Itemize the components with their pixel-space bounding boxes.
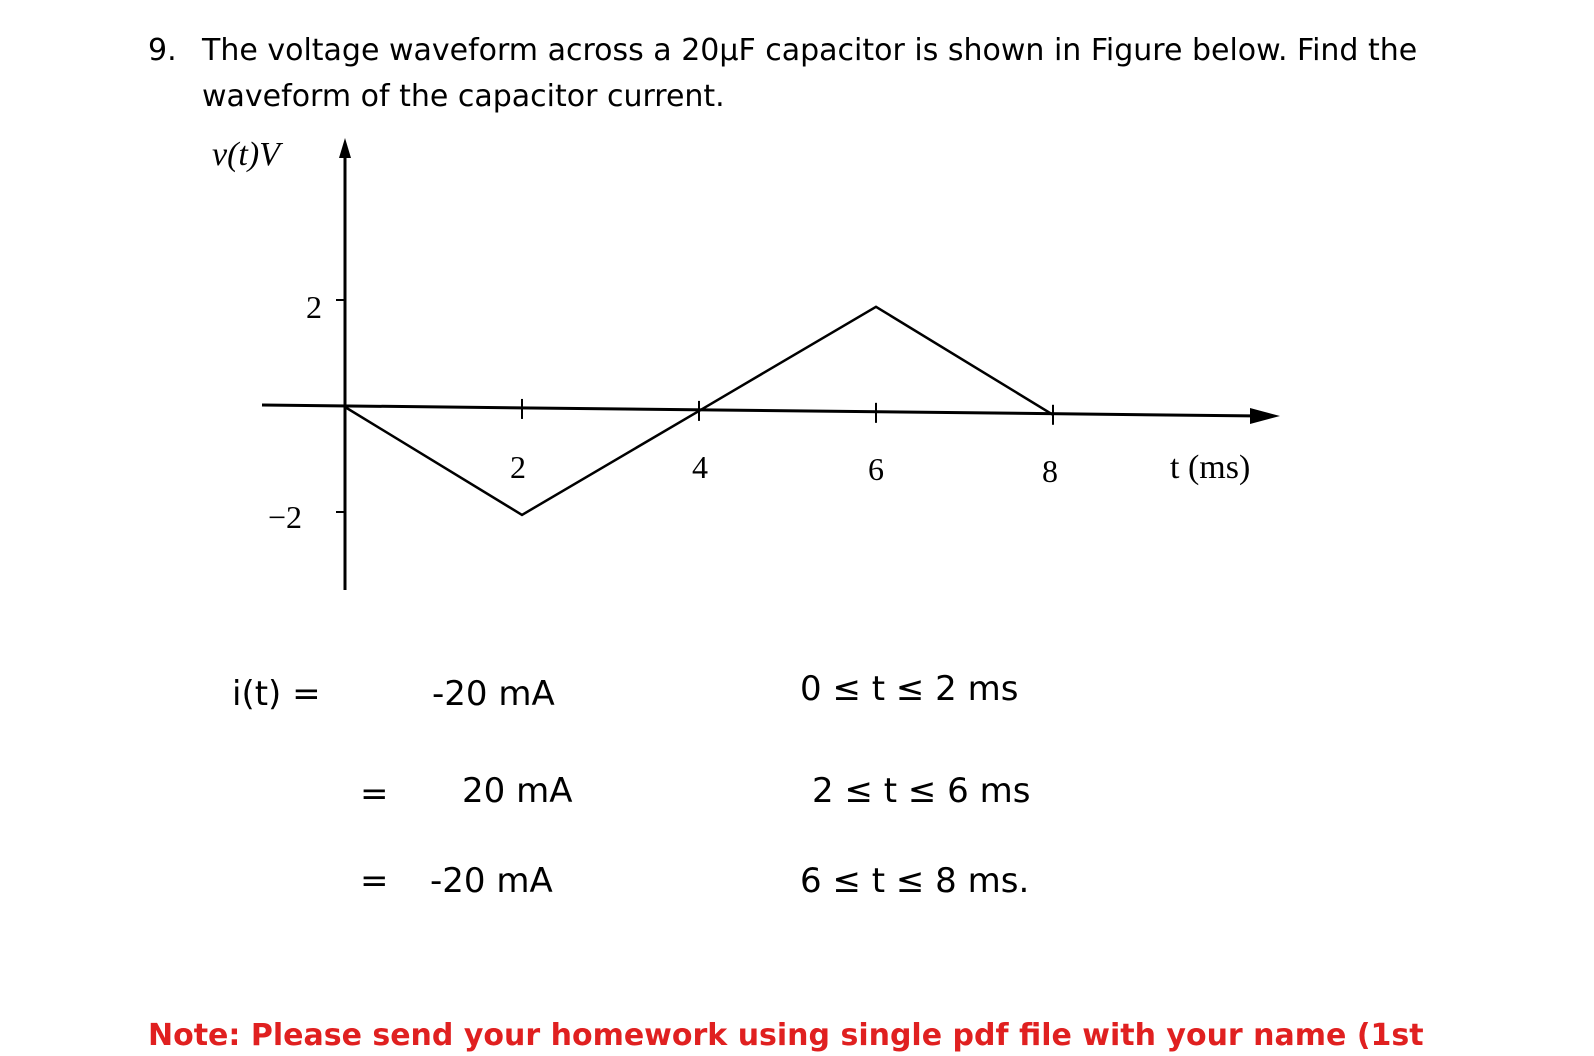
answer-range-2: 2 ≤ t ≤ 6 ms [812, 771, 1031, 811]
question-text: The voltage waveform across a 20µF capacitor is shown in Figure below. Find the waveform of the capacitor current. [202, 33, 1418, 114]
question-number: 9. [148, 33, 177, 68]
x-tick-label-2: 2 [510, 449, 526, 485]
answer-range-3: 6 ≤ t ≤ 8 ms. [800, 861, 1030, 901]
y-tick-label-neg2: −2 [268, 499, 303, 535]
note-text: Note: Please send your homework using single pdf file with your name (1st [148, 1018, 1424, 1053]
x-tick-label-4: 4 [692, 449, 708, 485]
handwritten-answer [232, 669, 1030, 901]
answer-value-2: 20 mA [462, 771, 573, 811]
x-tick-label-8: 8 [1042, 453, 1058, 489]
answer-value-1: -20 mA [432, 674, 555, 714]
answer-range-1: 0 ≤ t ≤ 2 ms [800, 669, 1019, 709]
x-axis [262, 405, 1262, 416]
x-axis-label: t (ms) [1170, 449, 1251, 486]
y-axis-label: v(t)V [212, 136, 280, 173]
answer-lhs-2: = [360, 774, 389, 814]
answer-lhs-1: i(t) = [232, 674, 321, 714]
y-axis-arrow [339, 138, 351, 158]
answer-value-3: -20 mA [430, 861, 553, 901]
x-axis-arrow [1250, 408, 1280, 424]
answer-lhs-3: = [360, 861, 389, 901]
y-tick-label-2: 2 [306, 289, 322, 325]
x-tick-label-6: 6 [868, 451, 884, 487]
